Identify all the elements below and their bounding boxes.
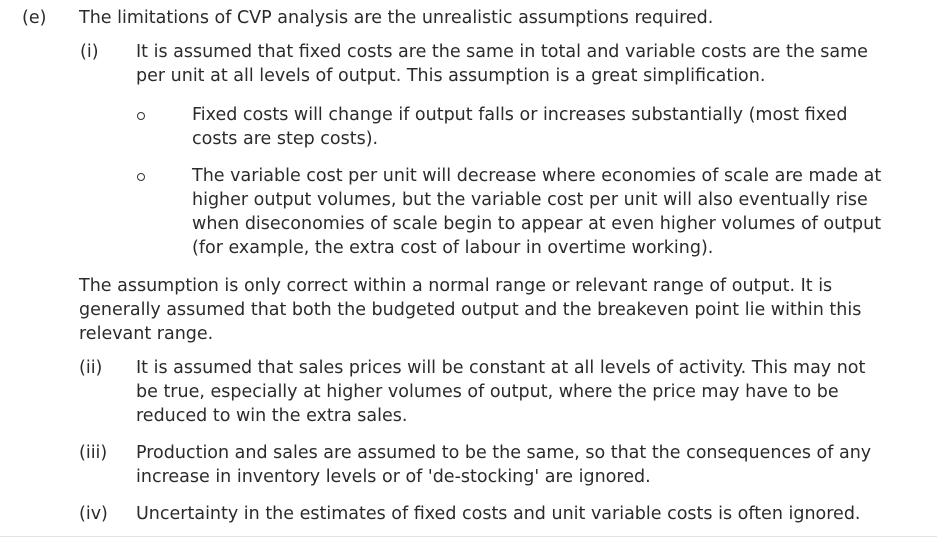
- item-label-ii: (ii): [79, 358, 103, 378]
- item-label-iii: (iii): [79, 443, 108, 463]
- bullet-text-2: The variable cost per unit will decrease where economies of scale are made at higher output volumes, but the variable cost per unit will also eventually rise when diseconomies of scale begin to appear at even higher volumes of output (for example, the extra cost of labour in overtime working).: [192, 166, 882, 258]
- item-text-iv: Uncertainty in the estimates of fixed costs and unit variable costs is often ignored.: [136, 504, 861, 524]
- section-label: (e): [22, 8, 47, 28]
- bullet-text-1: Fixed costs will change if output falls or increases substantially (most fixed costs are step costs).: [192, 105, 848, 149]
- bullet-dot-2: [137, 173, 145, 181]
- item-label-iv: (iv): [79, 504, 108, 524]
- item-text-iii: Production and sales are assumed to be the same, so that the consequences of any increase in inventory levels or of 'de-stocking' are ignored.: [136, 443, 872, 487]
- item-text-ii: It is assumed that sales prices will be constant at all levels of activity. This may not be true, especially at higher volumes of output, where the price may have to be reduced to win the extra sales.: [136, 358, 866, 426]
- item-text-i: It is assumed that fixed costs are the same in total and variable costs are the same per unit at all levels of output. This assumption is a great simplification.: [136, 42, 868, 86]
- relevant-range-note: The assumption is only correct within a normal range or relevant range of output. It is generally assumed that both the budgeted output and the breakeven point lie within this relevant range.: [79, 276, 862, 344]
- bottom-divider: [0, 536, 937, 537]
- bullet-dot-1: [137, 112, 145, 120]
- section-intro: The limitations of CVP analysis are the unrealistic assumptions required.: [79, 8, 714, 28]
- item-label-i: (i): [80, 42, 99, 62]
